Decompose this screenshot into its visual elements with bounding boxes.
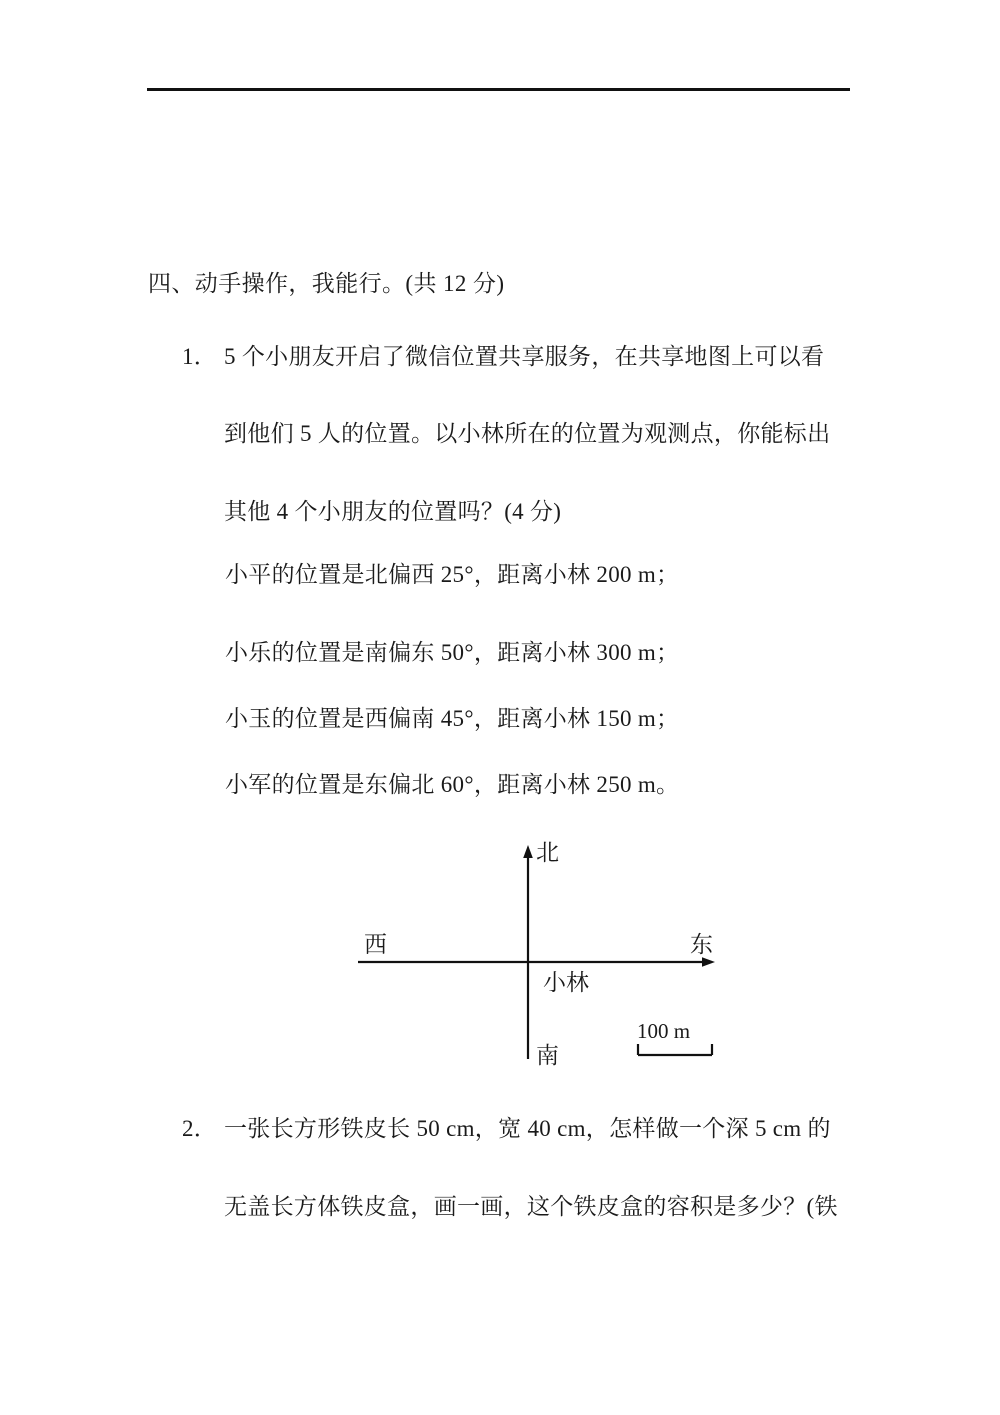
scale-bar <box>638 1044 712 1055</box>
question-1-number: 1． <box>182 344 218 369</box>
question-1-line-1 <box>182 345 824 368</box>
compass-diagram <box>340 825 740 1080</box>
question-2-line-2: 无盖长方体铁皮盒，画一画，这个铁皮盒的容积是多少？(铁 <box>224 1194 838 1219</box>
north-arrow-head <box>523 845 533 858</box>
question-1-detail-xiaole: 小乐的位置是南偏东 50°，距离小林 300 m； <box>225 640 680 665</box>
origin-label: 小林 <box>543 970 589 995</box>
question-1-detail-xiaojun: 小军的位置是东偏北 60°，距离小林 250 m。 <box>225 772 680 797</box>
north-label: 北 <box>536 840 559 865</box>
question-1-line-3: 其他 4 个小朋友的位置吗？(4 分) <box>224 499 562 524</box>
question-2-text-1: 一张长方形铁皮长 50 cm，宽 40 cm，怎样做一个深 5 cm 的 <box>224 1116 831 1141</box>
question-1-line-2: 到他们 5 人的位置。以小林所在的位置为观测点，你能标出 <box>224 421 831 446</box>
question-2-line-1 <box>182 1117 831 1140</box>
scale-label: 100 m <box>637 1019 691 1043</box>
header-rule <box>147 88 850 91</box>
west-label: 西 <box>364 932 387 957</box>
question-1-text-1: 5 个小朋友开启了微信位置共享服务，在共享地图上可以看 <box>224 344 825 369</box>
section-heading: 四、动手操作，我能行。(共 12 分) <box>148 271 505 296</box>
question-2-number: 2． <box>182 1116 218 1141</box>
question-1-detail-xiaoyu: 小玉的位置是西偏南 45°，距离小林 150 m； <box>225 706 680 731</box>
question-1-detail-xiaoping: 小平的位置是北偏西 25°，距离小林 200 m； <box>225 562 680 587</box>
south-label: 南 <box>536 1043 559 1068</box>
east-arrow-head <box>702 957 715 967</box>
east-label: 东 <box>690 932 713 957</box>
